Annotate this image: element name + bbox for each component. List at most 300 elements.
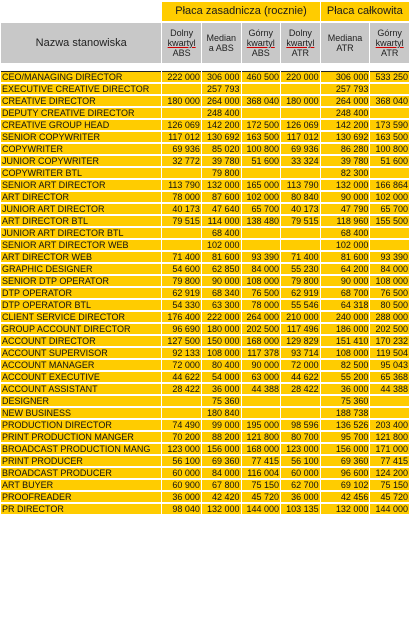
salary-value: 90 000 (321, 276, 370, 286)
salary-value: 222 000 (202, 312, 241, 322)
salary-value (162, 228, 201, 238)
position-name: ACCOUNT DIRECTOR (1, 336, 161, 346)
salary-value: 62 919 (162, 288, 201, 298)
position-name: CREATIVE GROUP HEAD (1, 120, 161, 130)
salary-value: 65 700 (370, 204, 409, 214)
header-line: a ABS (208, 43, 234, 53)
salary-value: 32 772 (162, 156, 201, 166)
table-row (1, 468, 409, 478)
salary-value: 173 590 (370, 120, 409, 130)
salary-value: 84 000 (370, 264, 409, 274)
salary-value: 163 500 (370, 132, 409, 142)
column-header-base-lower-atr (281, 23, 320, 63)
salary-value: 155 500 (370, 216, 409, 226)
table-row (1, 144, 409, 154)
salary-value: 36 000 (202, 384, 241, 394)
salary-value: 56 100 (162, 456, 201, 466)
salary-value: 74 490 (162, 420, 201, 430)
blank-header-cell (1, 2, 161, 21)
salary-value: 113 790 (281, 180, 320, 190)
position-name: DESIGNER (1, 396, 161, 406)
salary-value: 172 500 (242, 120, 281, 130)
header-line: Górny (377, 28, 402, 38)
salary-value: 127 500 (162, 336, 201, 346)
salary-value: 63 000 (242, 372, 281, 382)
salary-value: 264 000 (321, 96, 370, 106)
salary-value: 75 360 (321, 396, 370, 406)
salary-value (281, 228, 320, 238)
position-name: COPYWRITER (1, 144, 161, 154)
salary-value: 151 410 (321, 336, 370, 346)
salary-value: 42 420 (202, 492, 241, 502)
salary-value: 188 738 (321, 408, 370, 418)
header-line: kwartyl (167, 38, 196, 48)
position-name: ACCOUNT MANAGER (1, 360, 161, 370)
salary-value: 176 400 (162, 312, 201, 322)
salary-value: 144 000 (242, 504, 281, 514)
salary-value: 132 000 (321, 180, 370, 190)
group-header-base: Płaca zasadnicza (rocznie) (162, 2, 319, 21)
salary-value: 156 000 (321, 444, 370, 454)
salary-value: 60 900 (162, 480, 201, 490)
salary-value: 69 102 (321, 480, 370, 490)
salary-value: 71 400 (281, 252, 320, 262)
salary-value: 39 780 (321, 156, 370, 166)
position-name: DTP OPERATOR (1, 288, 161, 298)
salary-value: 202 500 (370, 324, 409, 334)
group-header-row (1, 2, 409, 21)
salary-value (162, 396, 201, 406)
salary-value: 220 000 (281, 71, 320, 82)
position-name: GROUP ACCOUNT DIRECTOR (1, 324, 161, 334)
salary-value: 180 000 (162, 96, 201, 106)
salary-value: 81 600 (202, 252, 241, 262)
salary-value: 47 640 (202, 204, 241, 214)
salary-value: 71 400 (162, 252, 201, 262)
salary-value: 165 000 (242, 180, 281, 190)
salary-value: 40 173 (162, 204, 201, 214)
salary-value: 306 000 (202, 71, 241, 82)
salary-value: 44 622 (281, 372, 320, 382)
salary-value: 42 456 (321, 492, 370, 502)
position-name: SENIOR DTP OPERATOR (1, 276, 161, 286)
salary-value: 123 000 (281, 444, 320, 454)
salary-value: 102 000 (242, 192, 281, 202)
salary-value: 63 300 (202, 300, 241, 310)
salary-value (242, 228, 281, 238)
salary-value: 69 936 (281, 144, 320, 154)
table-row (1, 84, 409, 94)
position-name: DTP OPERATOR BTL (1, 300, 161, 310)
salary-value: 86 280 (321, 144, 370, 154)
salary-value: 28 422 (281, 384, 320, 394)
table-row (1, 216, 409, 226)
position-name: EXECUTIVE CREATIVE DIRECTOR (1, 84, 161, 94)
salary-value: 102 000 (202, 240, 241, 250)
header-line: ATR (291, 48, 310, 58)
salary-value: 84 000 (202, 468, 241, 478)
header-line: ATR (336, 43, 354, 53)
salary-value: 36 000 (162, 492, 201, 502)
salary-value: 202 500 (242, 324, 281, 334)
salary-value: 62 850 (202, 264, 241, 274)
salary-value: 55 200 (321, 372, 370, 382)
salary-value: 132 000 (202, 504, 241, 514)
salary-value (162, 240, 201, 250)
salary-value: 87 600 (202, 192, 241, 202)
salary-value: 117 012 (162, 132, 201, 142)
salary-value: 45 720 (370, 492, 409, 502)
salary-value: 88 200 (202, 432, 241, 442)
table-row (1, 324, 409, 334)
table-row (1, 336, 409, 346)
salary-value: 80 500 (370, 300, 409, 310)
salary-value: 40 173 (281, 204, 320, 214)
salary-value: 150 000 (202, 336, 241, 346)
salary-value: 93 390 (370, 252, 409, 262)
position-name: DEPUTY CREATIVE DIRECTOR (1, 108, 161, 118)
position-name: PRINT PRODUCTION MANGER (1, 432, 161, 442)
table-row (1, 384, 409, 394)
salary-value: 28 422 (162, 384, 201, 394)
salary-value: 142 200 (202, 120, 241, 130)
table-row (1, 408, 409, 418)
table-row (1, 480, 409, 490)
salary-rows (1, 71, 409, 514)
salary-value: 257 793 (321, 84, 370, 94)
salary-value: 65 368 (370, 372, 409, 382)
salary-value: 170 232 (370, 336, 409, 346)
salary-value (370, 408, 409, 418)
salary-value: 257 793 (202, 84, 241, 94)
table-row (1, 432, 409, 442)
column-header-row (1, 23, 409, 63)
header-line: Dolny (288, 28, 312, 38)
table-row (1, 492, 409, 502)
position-name: JUNIOR ART DIRECTOR (1, 204, 161, 214)
salary-value: 84 000 (242, 264, 281, 274)
salary-value: 79 800 (202, 168, 241, 178)
table-row (1, 120, 409, 130)
salary-value: 62 700 (281, 480, 320, 490)
salary-value: 76 500 (242, 288, 281, 298)
salary-value: 80 840 (281, 192, 320, 202)
salary-value: 113 790 (162, 180, 201, 190)
salary-value (242, 168, 281, 178)
position-name: SENIOR ART DIRECTOR WEB (1, 240, 161, 250)
table-row (1, 240, 409, 250)
salary-value: 126 069 (162, 120, 201, 130)
salary-value: 68 400 (321, 228, 370, 238)
table-row (1, 456, 409, 466)
table-row (1, 252, 409, 262)
salary-value: 75 360 (202, 396, 241, 406)
table-row (1, 168, 409, 178)
salary-value: 132 000 (321, 504, 370, 514)
salary-value (370, 168, 409, 178)
header-line: kwartyl (286, 38, 315, 48)
salary-value: 116 004 (242, 468, 281, 478)
position-name: NEW BUSINESS (1, 408, 161, 418)
salary-value: 98 040 (162, 504, 201, 514)
salary-value: 118 960 (321, 216, 370, 226)
salary-value (242, 408, 281, 418)
salary-value: 82 300 (321, 168, 370, 178)
salary-value: 156 000 (202, 444, 241, 454)
table-row (1, 264, 409, 274)
position-name: SENIOR COPYWRITER (1, 132, 161, 142)
salary-value: 44 388 (370, 384, 409, 394)
salary-value (162, 108, 201, 118)
salary-value: 64 200 (321, 264, 370, 274)
salary-value: 69 360 (202, 456, 241, 466)
table-row (1, 348, 409, 358)
salary-value: 79 515 (162, 216, 201, 226)
salary-value: 533 250 (370, 71, 409, 82)
salary-value: 79 800 (162, 276, 201, 286)
salary-value: 67 800 (202, 480, 241, 490)
salary-value: 121 800 (242, 432, 281, 442)
salary-value: 96 690 (162, 324, 201, 334)
salary-value: 129 829 (281, 336, 320, 346)
salary-value: 60 000 (281, 468, 320, 478)
group-header-total: Płaca całkowita (321, 2, 409, 21)
position-name: SENIOR ART DIRECTOR (1, 180, 161, 190)
salary-value: 248 400 (202, 108, 241, 118)
salary-value: 70 200 (162, 432, 201, 442)
salary-value: 68 700 (321, 288, 370, 298)
salary-value: 163 500 (242, 132, 281, 142)
salary-value: 77 415 (370, 456, 409, 466)
position-name: PR DIRECTOR (1, 504, 161, 514)
salary-value: 130 692 (202, 132, 241, 142)
salary-value: 39 780 (202, 156, 241, 166)
salary-value: 80 700 (281, 432, 320, 442)
table-row (1, 288, 409, 298)
salary-value: 72 000 (281, 360, 320, 370)
salary-value: 186 000 (321, 324, 370, 334)
salary-value: 72 000 (162, 360, 201, 370)
salary-value: 90 000 (242, 360, 281, 370)
header-line: Górny (248, 28, 274, 38)
salary-value: 126 069 (281, 120, 320, 130)
salary-value: 44 388 (242, 384, 281, 394)
position-name: ACCOUNT ASSISTANT (1, 384, 161, 394)
salary-value: 124 200 (370, 468, 409, 478)
salary-value: 288 000 (370, 312, 409, 322)
salary-value (281, 408, 320, 418)
salary-value: 36 000 (281, 492, 320, 502)
salary-value: 33 324 (281, 156, 320, 166)
salary-value: 64 318 (321, 300, 370, 310)
table-row (1, 96, 409, 106)
column-header-base-lower (162, 23, 201, 63)
table-row (1, 71, 409, 82)
salary-value: 136 526 (321, 420, 370, 430)
salary-value: 121 800 (370, 432, 409, 442)
salary-value: 69 936 (162, 144, 201, 154)
salary-value: 95 043 (370, 360, 409, 370)
salary-value: 119 504 (370, 348, 409, 358)
salary-value: 82 500 (321, 360, 370, 370)
salary-value: 75 150 (370, 480, 409, 490)
salary-value: 180 840 (202, 408, 241, 418)
salary-value (281, 396, 320, 406)
salary-value: 69 360 (321, 456, 370, 466)
table-row (1, 504, 409, 514)
table-row (1, 300, 409, 310)
column-header-total-upper (370, 23, 409, 63)
column-header-base-upper (242, 23, 281, 63)
salary-value (370, 228, 409, 238)
salary-value: 92 133 (162, 348, 201, 358)
salary-value (370, 108, 409, 118)
salary-value: 138 480 (242, 216, 281, 226)
salary-value: 222 000 (162, 71, 201, 82)
table-row (1, 156, 409, 166)
salary-value: 65 700 (242, 204, 281, 214)
salary-value: 114 000 (202, 216, 241, 226)
position-name: ART DIRECTOR BTL (1, 216, 161, 226)
salary-value: 108 000 (202, 348, 241, 358)
table-row (1, 312, 409, 322)
salary-value: 60 000 (162, 468, 201, 478)
salary-value: 144 000 (370, 504, 409, 514)
table-row (1, 192, 409, 202)
position-name: ACCOUNT EXECUTIVE (1, 372, 161, 382)
salary-value: 93 714 (281, 348, 320, 358)
header-gap (1, 65, 409, 69)
salary-value: 93 390 (242, 252, 281, 262)
salary-value: 36 000 (321, 384, 370, 394)
salary-value: 55 230 (281, 264, 320, 274)
salary-value: 264 000 (242, 312, 281, 322)
table-row (1, 204, 409, 214)
salary-value: 68 340 (202, 288, 241, 298)
salary-value: 103 135 (281, 504, 320, 514)
salary-value: 95 700 (321, 432, 370, 442)
position-name: CREATIVE DIRECTOR (1, 96, 161, 106)
salary-value: 81 600 (321, 252, 370, 262)
header-line: kwartyl (375, 38, 404, 48)
salary-value: 54 330 (162, 300, 201, 310)
salary-value: 264 000 (202, 96, 241, 106)
salary-value: 130 692 (321, 132, 370, 142)
salary-value: 54 000 (202, 372, 241, 382)
salary-value (281, 108, 320, 118)
salary-value: 100 800 (242, 144, 281, 154)
salary-value: 108 000 (242, 276, 281, 286)
header-line: ABS (251, 48, 270, 58)
salary-value: 90 000 (202, 276, 241, 286)
position-name: COPYWRITER BTL (1, 168, 161, 178)
table-row (1, 276, 409, 286)
salary-value: 306 000 (321, 71, 370, 82)
position-name: ART DIRECTOR (1, 192, 161, 202)
salary-value: 78 000 (162, 192, 201, 202)
salary-value: 168 000 (242, 336, 281, 346)
salary-value: 102 000 (370, 192, 409, 202)
table-row (1, 228, 409, 238)
salary-value: 77 415 (242, 456, 281, 466)
table-row (1, 372, 409, 382)
salary-value (370, 396, 409, 406)
salary-value (162, 408, 201, 418)
salary-value: 123 000 (162, 444, 201, 454)
salary-value: 203 400 (370, 420, 409, 430)
position-name: CLIENT SERVICE DIRECTOR (1, 312, 161, 322)
position-name: BROADCAST PRODUCTION MANG (1, 444, 161, 454)
header-line: ATR (381, 48, 399, 58)
table-row (1, 396, 409, 406)
salary-value: 68 400 (202, 228, 241, 238)
salary-value: 90 000 (321, 192, 370, 202)
salary-value: 368 040 (242, 96, 281, 106)
salary-value: 108 000 (370, 276, 409, 286)
salary-value: 132 000 (202, 180, 241, 190)
position-name: JUNIOR ART DIRECTOR BTL (1, 228, 161, 238)
position-name: ACCOUNT SUPERVISOR (1, 348, 161, 358)
salary-value: 180 000 (202, 324, 241, 334)
salary-value: 102 000 (321, 240, 370, 250)
position-name: ART DIRECTOR WEB (1, 252, 161, 262)
salary-value: 166 864 (370, 180, 409, 190)
salary-value: 55 546 (281, 300, 320, 310)
position-name: PRODUCTION DIRECTOR (1, 420, 161, 430)
salary-value: 368 040 (370, 96, 409, 106)
salary-value: 47 790 (321, 204, 370, 214)
position-name: PRINT PRODUCER (1, 456, 161, 466)
position-name: JUNIOR COPYWRITER (1, 156, 161, 166)
salary-value: 80 400 (202, 360, 241, 370)
salary-value (281, 240, 320, 250)
salary-value: 117 012 (281, 132, 320, 142)
salary-value: 168 000 (242, 444, 281, 454)
table-row (1, 420, 409, 430)
salary-value: 51 600 (242, 156, 281, 166)
table-row (1, 444, 409, 454)
salary-value: 240 000 (321, 312, 370, 322)
salary-value: 210 000 (281, 312, 320, 322)
position-name: GRAPHIC DESIGNER (1, 264, 161, 274)
header-line: ABS (172, 48, 191, 58)
salary-value: 248 400 (321, 108, 370, 118)
salary-value (242, 240, 281, 250)
table-row (1, 180, 409, 190)
salary-value: 75 150 (242, 480, 281, 490)
header-gap-row (1, 65, 409, 69)
salary-value (370, 84, 409, 94)
header-line: Mediana (327, 33, 363, 43)
salary-value: 78 000 (242, 300, 281, 310)
salary-value (162, 84, 201, 94)
salary-value (281, 168, 320, 178)
column-header-base-median (202, 23, 241, 63)
salary-value: 56 100 (281, 456, 320, 466)
header-line: kwartyl (246, 38, 275, 48)
salary-value: 108 000 (321, 348, 370, 358)
salary-value: 51 600 (370, 156, 409, 166)
header-line: Median (206, 33, 236, 43)
salary-value (281, 84, 320, 94)
position-name: ART BUYER (1, 480, 161, 490)
salary-value: 117 496 (281, 324, 320, 334)
salary-value: 99 000 (202, 420, 241, 430)
salary-value: 142 200 (321, 120, 370, 130)
salary-value: 85 020 (202, 144, 241, 154)
salary-value (162, 168, 201, 178)
salary-value: 180 000 (281, 96, 320, 106)
